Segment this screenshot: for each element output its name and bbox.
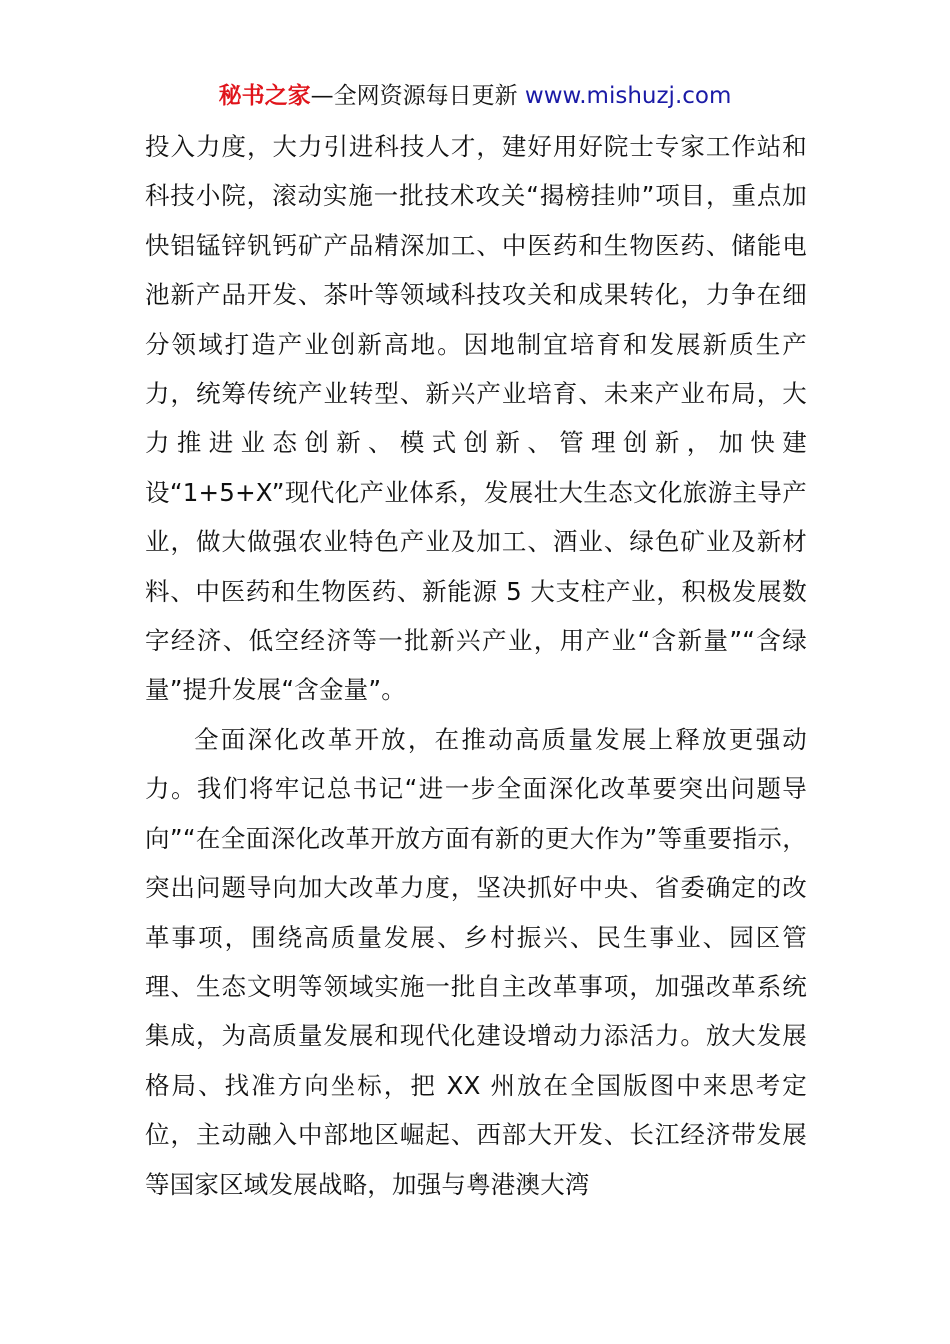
page-header [0, 80, 950, 112]
header-tagline: —全网资源每日更新 [310, 83, 518, 109]
header-url-link[interactable]: www.mishuzj.com [524, 83, 732, 109]
paragraph-reform: 全面深化改革开放，在推动高质量发展上释放更强动力。我们将牢记总书记“进一步全面深化改革要突出问题导向”“在全面深化改革开放方面有新的更大作为”等重要指示，突出问题导向加大改革力度，坚决抓好中央、省委确定的改革事项，围绕高质量发展、乡村振兴、民生事业、园区管理、生态文明等领域实施一批自主改革事项，加强改革系统集成，为高质量发展和现代化建设增动力添活力。放大发展格局、找准方向坐标，把 XX 州放在全国版图中来思考定位，主动融入中部地区崛起、西部大开发、长江经济带发展等国家区域发展战略，加强与粤港澳大湾 [145, 724, 807, 1199]
paragraph-continued: 投入力度，大力引进科技人才，建好用好院士专家工作站和科技小院，滚动实施一批技术攻关“揭榜挂帅”项目，重点加快铝锰锌钒钙矿产品精深加工、中医药和生物医药、储能电池新产品开发、茶叶等领域科技攻关和成果转化，力争在细分领域打造产业创新高地。因地制宜培育和发展新质生产力，统筹传统产业转型、新兴产业培育、未来产业布局，大力推进业态创新、模式创新、管理创新，加快建设“1+5+X”现代化产业体系，发展壮大生态文化旅游主导产业，做大做强农业特色产业及加工、酒业、绿色矿业及新材料、中医药和生物医药、新能源 5 大支柱产业，积极发展数字经济、低空经济等一批新兴产业，用产业“含新量”“含绿量”提升发展“含金量”。 [145, 132, 807, 705]
document-body [145, 122, 807, 1209]
header-brand: 秘书之家 [218, 83, 311, 109]
